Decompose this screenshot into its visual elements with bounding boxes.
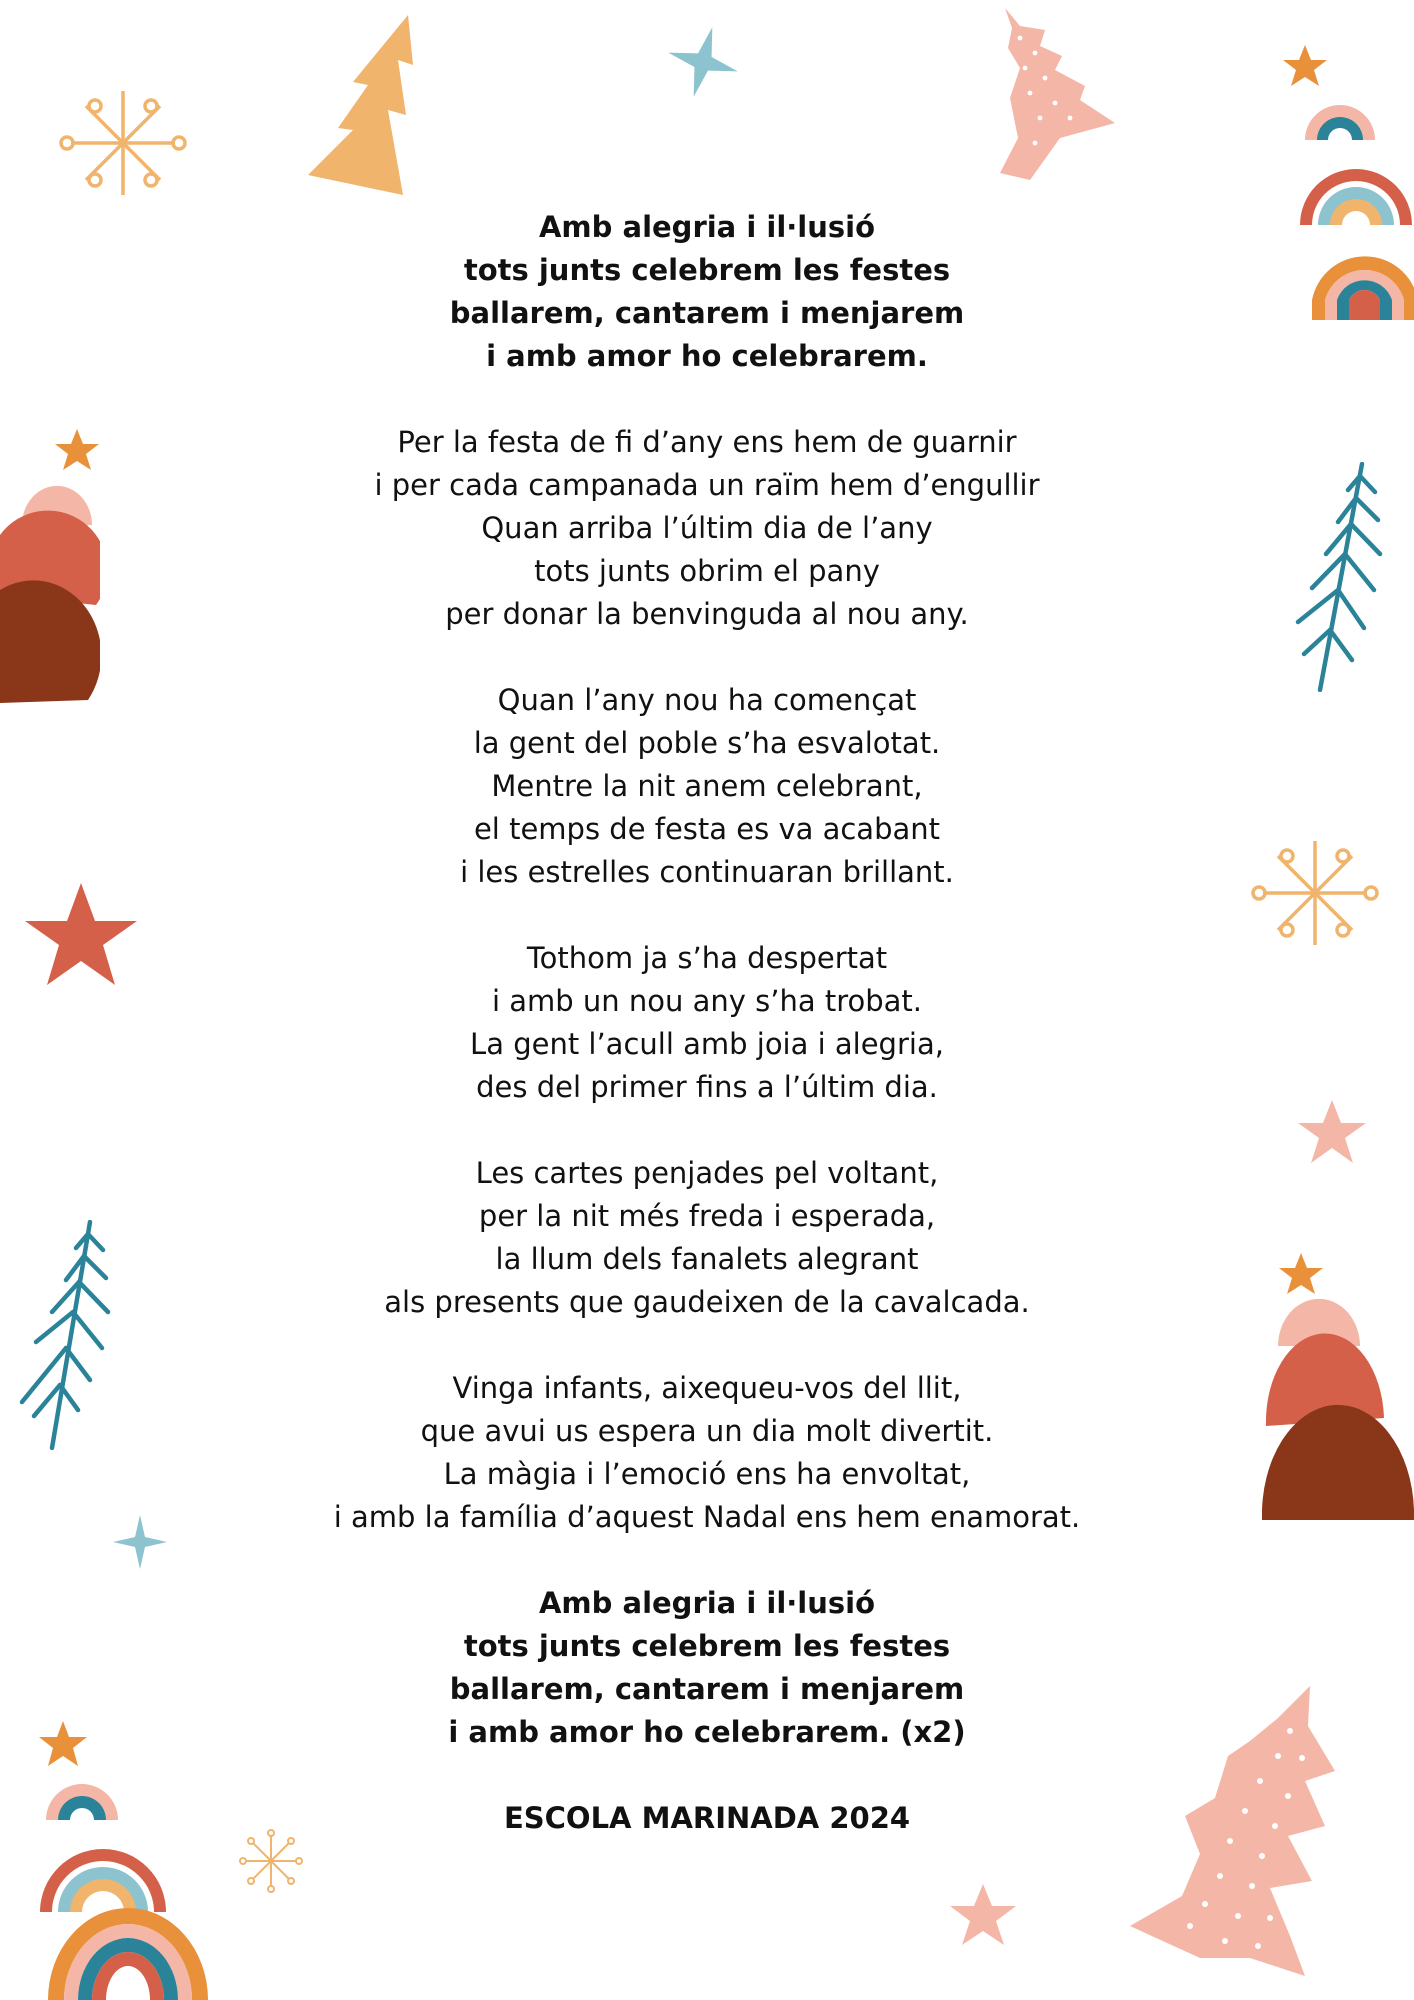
school-signature: ESCOLA MARINADA 2024 (503, 1801, 911, 1835)
star-icon (1278, 1252, 1324, 1298)
poem-line: tots junts celebrem les festes (463, 253, 951, 287)
poem-line: ballarem, cantarem i menjarem (449, 296, 965, 330)
snowflake-icon (1250, 828, 1380, 958)
poem-line: que avui us espera un dia molt divertit. (420, 1414, 994, 1448)
poem-line: La gent l’acull amb joia i alegria, (470, 1027, 944, 1061)
poem-line: i amb amor ho celebrarem. (x2) (448, 1715, 966, 1749)
poem-line: i amb un nou any s’ha trobat. (491, 984, 922, 1018)
rainbow-icon (1308, 200, 1414, 320)
poem-line: La màgia i l’emoció ens ha envoltat, (443, 1457, 971, 1491)
poem-line: per donar la benvinguda al nou any. (445, 597, 969, 631)
poem-line: Mentre la nit anem celebrant, (491, 769, 923, 803)
stacked-hills-icon (0, 475, 100, 703)
poem-line: tots junts celebrem les festes (463, 1629, 951, 1663)
poem-line: des del primer fins a l’últim dia. (476, 1070, 938, 1104)
verse-stanza (207, 679, 1207, 894)
poem-line: Amb alegria i il·lusió (538, 1586, 875, 1620)
poem-line: i per cada campanada un raïm hem d’engullir (374, 468, 1040, 502)
verse-stanza (207, 1152, 1207, 1324)
poem-line: el temps de festa es va acabant (473, 812, 941, 846)
poem-line: tots junts obrim el pany (534, 554, 880, 588)
poem-line: i les estrelles continuaran brillant. (460, 855, 954, 889)
verse-stanza (207, 1367, 1207, 1539)
pine-branch-icon (1290, 462, 1390, 692)
star-icon (1282, 44, 1328, 90)
chorus-stanza (207, 206, 1207, 378)
star-icon (54, 428, 100, 474)
christmas-tree-icon (990, 8, 1125, 180)
stacked-hills-icon (1262, 1298, 1414, 1520)
poem-line: la llum dels fanalets alegrant (495, 1242, 919, 1276)
poem-line: la gent del poble s’ha esvalotat. (473, 726, 941, 760)
poem-line: als presents que gaudeixen de la cavalcada. (384, 1285, 1030, 1319)
christmas-tree-icon (308, 10, 418, 195)
chorus-stanza (207, 1582, 1207, 1754)
poem-line: Amb alegria i il·lusió (538, 210, 875, 244)
poem-line: Les cartes penjades pel voltant, (475, 1156, 939, 1190)
snowflake-icon (58, 78, 188, 208)
poem-line: Quan l’any nou ha començat (497, 683, 917, 717)
poem (207, 206, 1207, 1840)
star-icon (38, 1720, 88, 1770)
star-icon (112, 1514, 168, 1570)
poem-line: i amb amor ho celebrarem. (486, 339, 928, 373)
star-icon (665, 24, 741, 100)
poem-line: i amb la família d’aquest Nadal ens hem enamorat. (333, 1500, 1081, 1534)
poem-line: ballarem, cantarem i menjarem (449, 1672, 965, 1706)
poem-line: per la nit més freda i esperada, (478, 1199, 936, 1233)
poem-line: Vinga infants, aixequeu-vos del llit, (452, 1371, 962, 1405)
verse-stanza (207, 421, 1207, 636)
star-icon (1296, 1098, 1368, 1170)
star-icon (22, 880, 140, 998)
star-icon (948, 1882, 1018, 1952)
pine-branch-icon (18, 1220, 118, 1450)
verse-stanza (207, 937, 1207, 1109)
poem-line: Tothom ja s’ha despertat (526, 941, 888, 975)
poem-line: Quan arriba l’últim dia de l’any (481, 511, 933, 545)
poem-line: Per la festa de fi d’any ens hem de guarnir (397, 425, 1017, 459)
rainbow-icon (46, 1890, 210, 2000)
